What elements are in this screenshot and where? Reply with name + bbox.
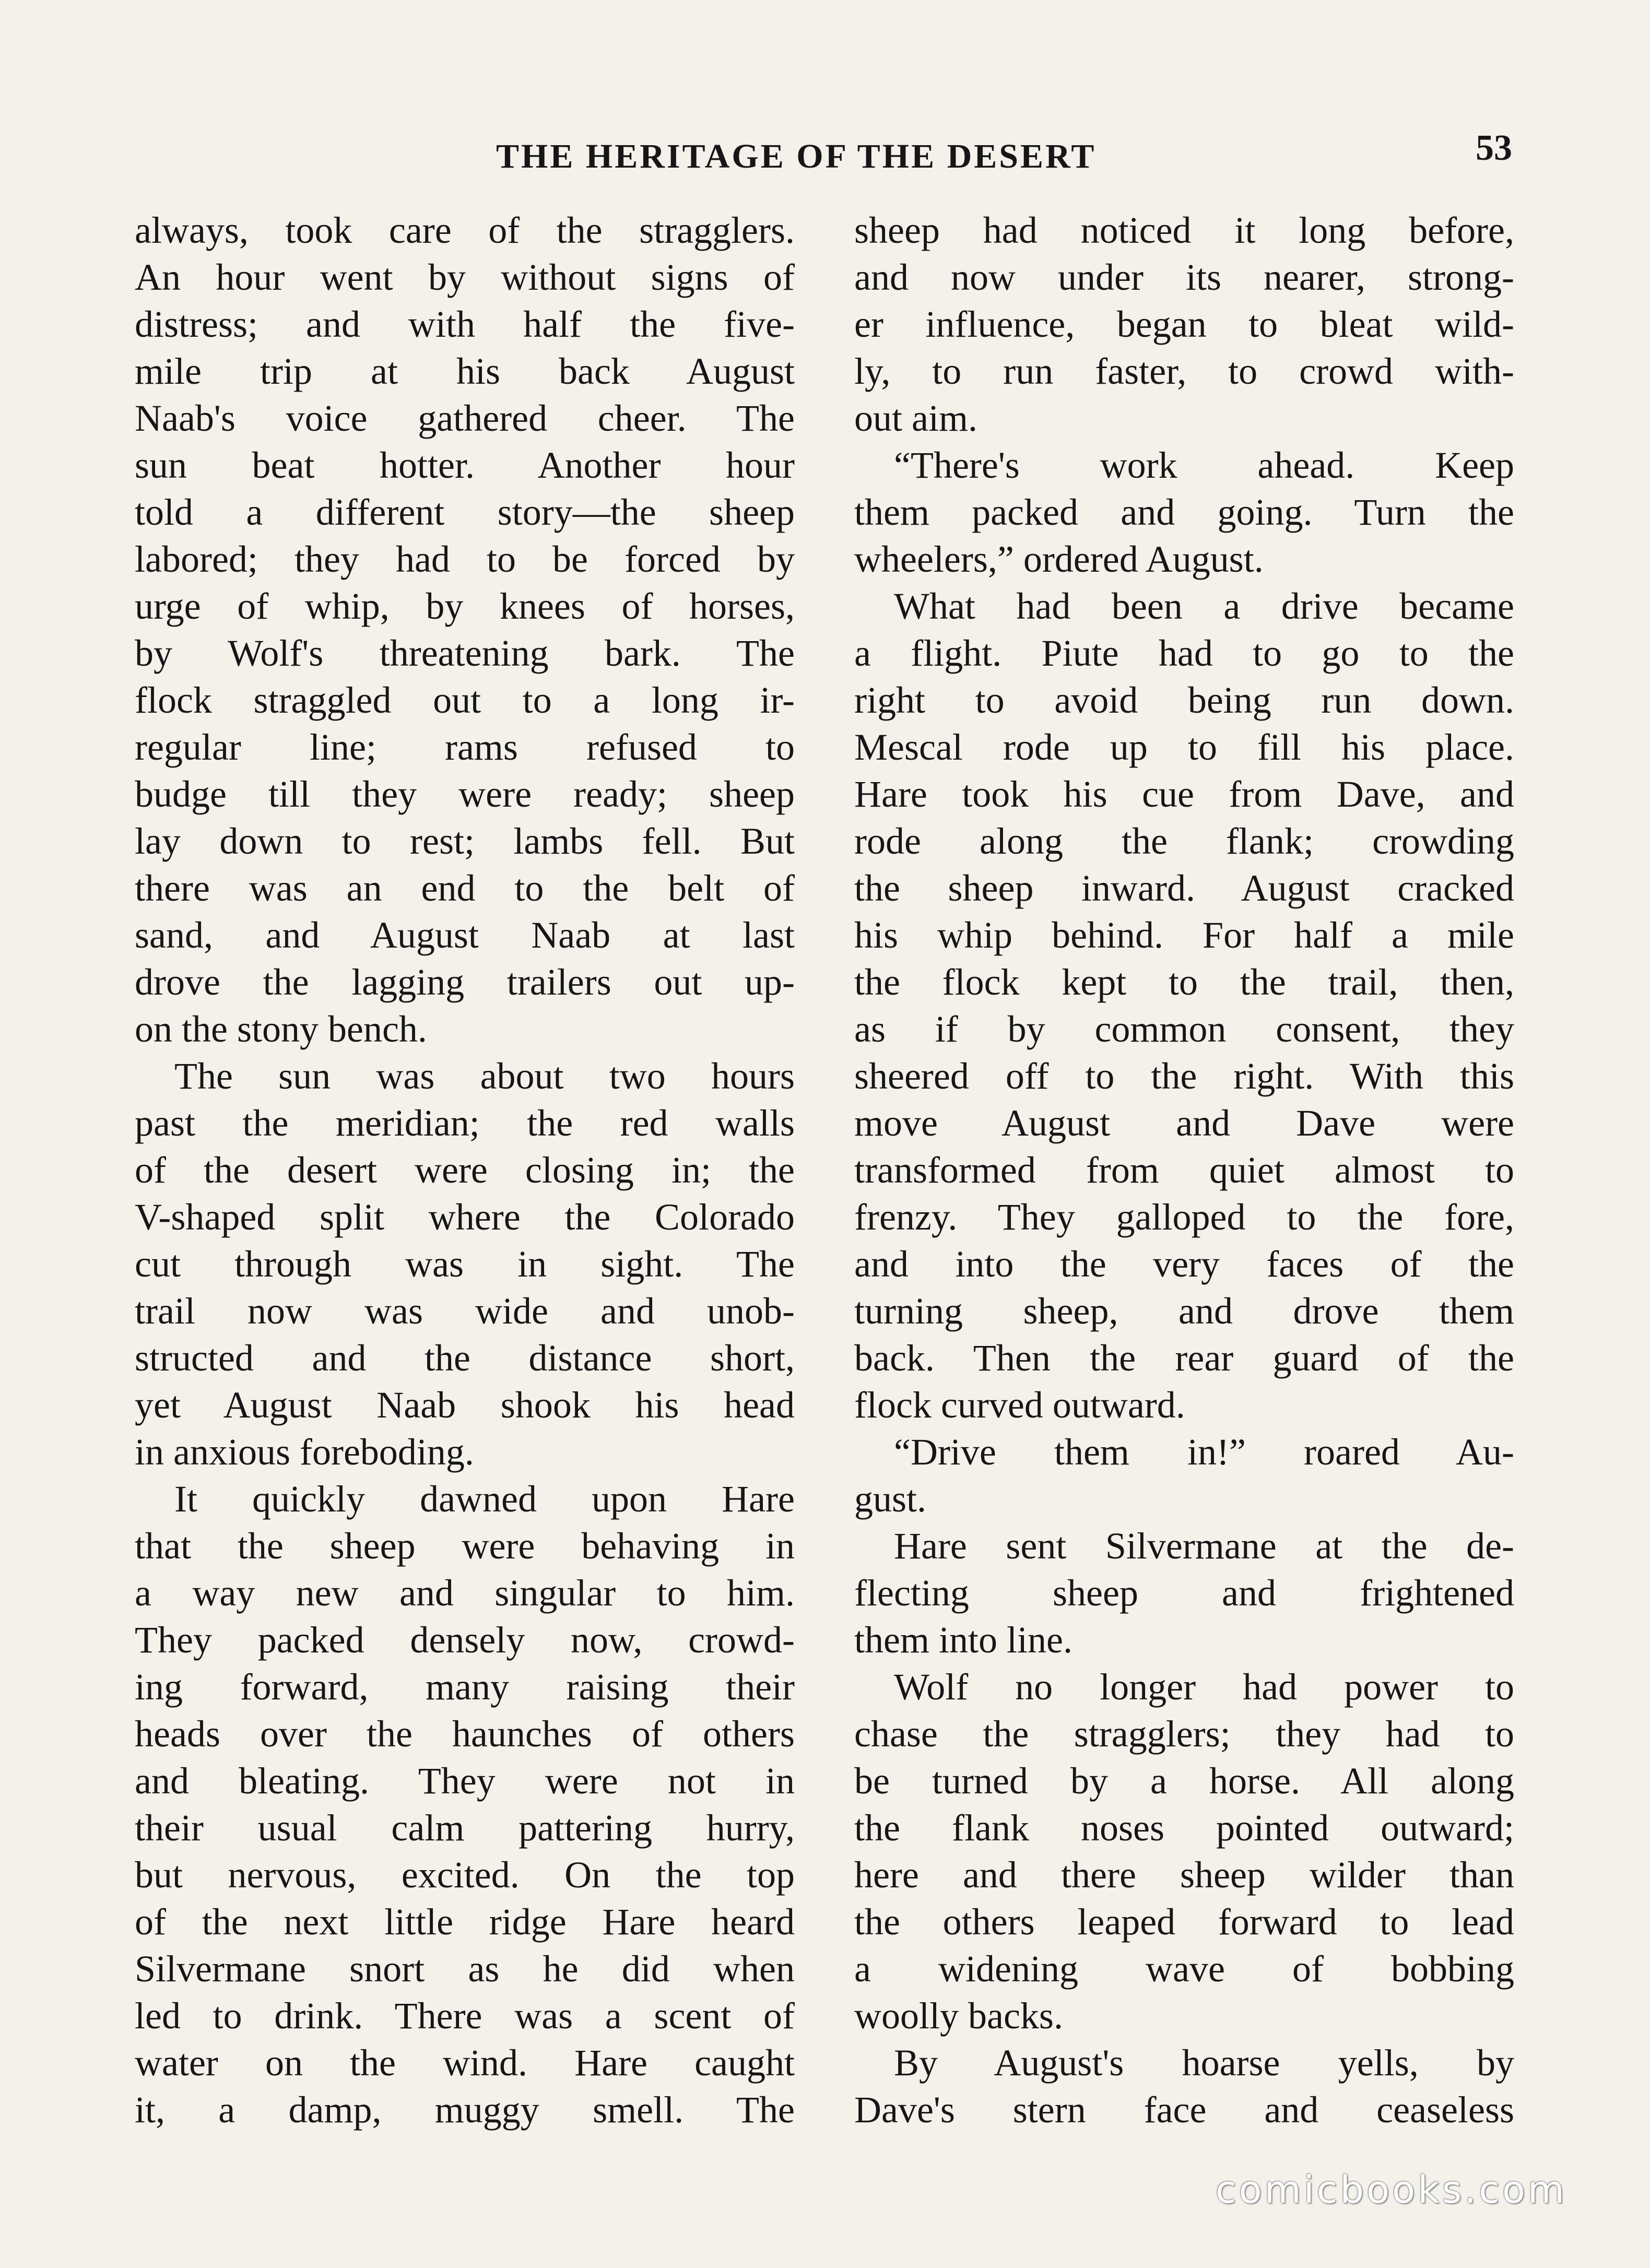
text-line: Wolf no longer had power to — [894, 1666, 1514, 1708]
text-line: here and there sheep wilder than — [854, 1854, 1514, 1896]
text-line: their usual calm pattering hurry, — [135, 1807, 795, 1849]
text-line: V-shaped split where the Colorado — [135, 1196, 795, 1238]
site-watermark: comicbooks.com — [1216, 2168, 1568, 2212]
text-line: a flight. Piute had to go to the — [854, 632, 1514, 674]
text-line: labored; they had to be forced by — [135, 538, 795, 580]
text-line: distress; and with half the five- — [135, 303, 795, 345]
text-line: ly, to run faster, to crowd with- — [854, 350, 1514, 392]
text-line: flecting sheep and frightened — [854, 1572, 1514, 1614]
text-line: the flank noses pointed outward; — [854, 1807, 1514, 1849]
text-line: sheep had noticed it long before, — [854, 209, 1514, 251]
text-line: move August and Dave were — [854, 1102, 1514, 1144]
text-line: “There's work ahead. Keep — [894, 444, 1514, 486]
text-line: transformed from quiet almost to — [854, 1149, 1514, 1191]
text-line: sand, and August Naab at last — [135, 914, 795, 956]
text-line: er influence, began to bleat wild- — [854, 303, 1514, 345]
text-line: Silvermane snort as he did when — [135, 1948, 795, 1990]
text-line: Hare sent Silvermane at the de- — [894, 1525, 1514, 1567]
page-number: 53 — [1476, 128, 1512, 168]
text-line: the sheep inward. August cracked — [854, 867, 1514, 909]
text-line: out aim. — [854, 397, 977, 439]
text-line: The sun was about two hours — [174, 1055, 795, 1097]
text-line: on the stony bench. — [135, 1008, 427, 1050]
text-line: lay down to rest; lambs fell. But — [135, 820, 795, 862]
text-line: the flock kept to the trail, then, — [854, 961, 1514, 1003]
text-line: drove the lagging trailers out up- — [135, 961, 795, 1003]
text-line: heads over the haunches of others — [135, 1713, 795, 1755]
text-line: An hour went by without signs of — [135, 256, 795, 298]
text-line: his whip behind. For half a mile — [854, 914, 1514, 956]
text-line: budge till they were ready; sheep — [135, 773, 795, 815]
text-line: by Wolf's threatening bark. The — [135, 632, 795, 674]
text-line: cut through was in sight. The — [135, 1243, 795, 1285]
text-line: turning sheep, and drove them — [854, 1290, 1514, 1332]
text-line: regular line; rams refused to — [135, 726, 795, 768]
text-line: there was an end to the belt of — [135, 867, 795, 909]
text-line: It quickly dawned upon Hare — [174, 1478, 795, 1520]
text-line: right to avoid being run down. — [854, 679, 1514, 721]
text-line: them into line. — [854, 1619, 1072, 1661]
text-line: and now under its nearer, strong- — [854, 256, 1514, 298]
text-line: urge of whip, by knees of horses, — [135, 585, 795, 627]
text-line: a widening wave of bobbing — [854, 1948, 1514, 1990]
text-line: the others leaped forward to lead — [854, 1901, 1514, 1943]
text-line: woolly backs. — [854, 1995, 1063, 2037]
text-line: frenzy. They galloped to the fore, — [854, 1196, 1514, 1238]
text-line: wheelers,” ordered August. — [854, 538, 1264, 580]
text-line: but nervous, excited. On the top — [135, 1854, 795, 1896]
text-line: sheered off to the right. With this — [854, 1055, 1514, 1097]
text-line: By August's hoarse yells, by — [894, 2042, 1514, 2084]
running-title: THE HERITAGE OF THE DESERT — [496, 137, 1097, 175]
text-line: What had been a drive became — [894, 585, 1514, 627]
text-line: yet August Naab shook his head — [135, 1384, 795, 1426]
text-line: and into the very faces of the — [854, 1243, 1514, 1285]
text-line: sun beat hotter. Another hour — [135, 444, 795, 486]
text-line: structed and the distance short, — [135, 1337, 795, 1379]
text-line: Hare took his cue from Dave, and — [854, 773, 1514, 815]
text-line: flock curved outward. — [854, 1384, 1185, 1426]
text-line: ing forward, many raising their — [135, 1666, 795, 1708]
right-text-column — [854, 207, 1514, 2133]
text-line: flock straggled out to a long ir- — [135, 679, 795, 721]
text-line: chase the stragglers; they had to — [854, 1713, 1514, 1755]
text-line: that the sheep were behaving in — [135, 1525, 795, 1567]
text-line: Naab's voice gathered cheer. The — [135, 397, 795, 439]
text-line: them packed and going. Turn the — [854, 491, 1514, 533]
text-line: told a different story—the sheep — [135, 491, 795, 533]
text-line: Mescal rode up to fill his place. — [854, 726, 1514, 768]
text-line: of the desert were closing in; the — [135, 1149, 795, 1191]
text-line: be turned by a horse. All along — [854, 1760, 1514, 1802]
text-line: rode along the flank; crowding — [854, 820, 1514, 862]
text-line: a way new and singular to him. — [135, 1572, 795, 1614]
text-line: mile trip at his back August — [135, 350, 795, 392]
text-line: as if by common consent, they — [854, 1008, 1514, 1050]
text-line: “Drive them in!” roared Au- — [894, 1431, 1514, 1473]
text-line: it, a damp, muggy smell. The — [135, 2089, 795, 2131]
text-line: gust. — [854, 1478, 927, 1520]
left-text-column — [135, 207, 795, 2133]
text-line: back. Then the rear guard of the — [854, 1337, 1514, 1379]
text-line: They packed densely now, crowd- — [135, 1619, 795, 1661]
text-line: past the meridian; the red walls — [135, 1102, 795, 1144]
text-line: of the next little ridge Hare heard — [135, 1901, 795, 1943]
text-line: trail now was wide and unob- — [135, 1290, 795, 1332]
text-line: and bleating. They were not in — [135, 1760, 795, 1802]
text-line: always, took care of the stragglers. — [135, 209, 795, 251]
text-line: led to drink. There was a scent of — [135, 1995, 795, 2037]
text-line: water on the wind. Hare caught — [135, 2042, 795, 2084]
text-line: in anxious foreboding. — [135, 1431, 474, 1473]
text-line: Dave's stern face and ceaseless — [854, 2089, 1514, 2131]
